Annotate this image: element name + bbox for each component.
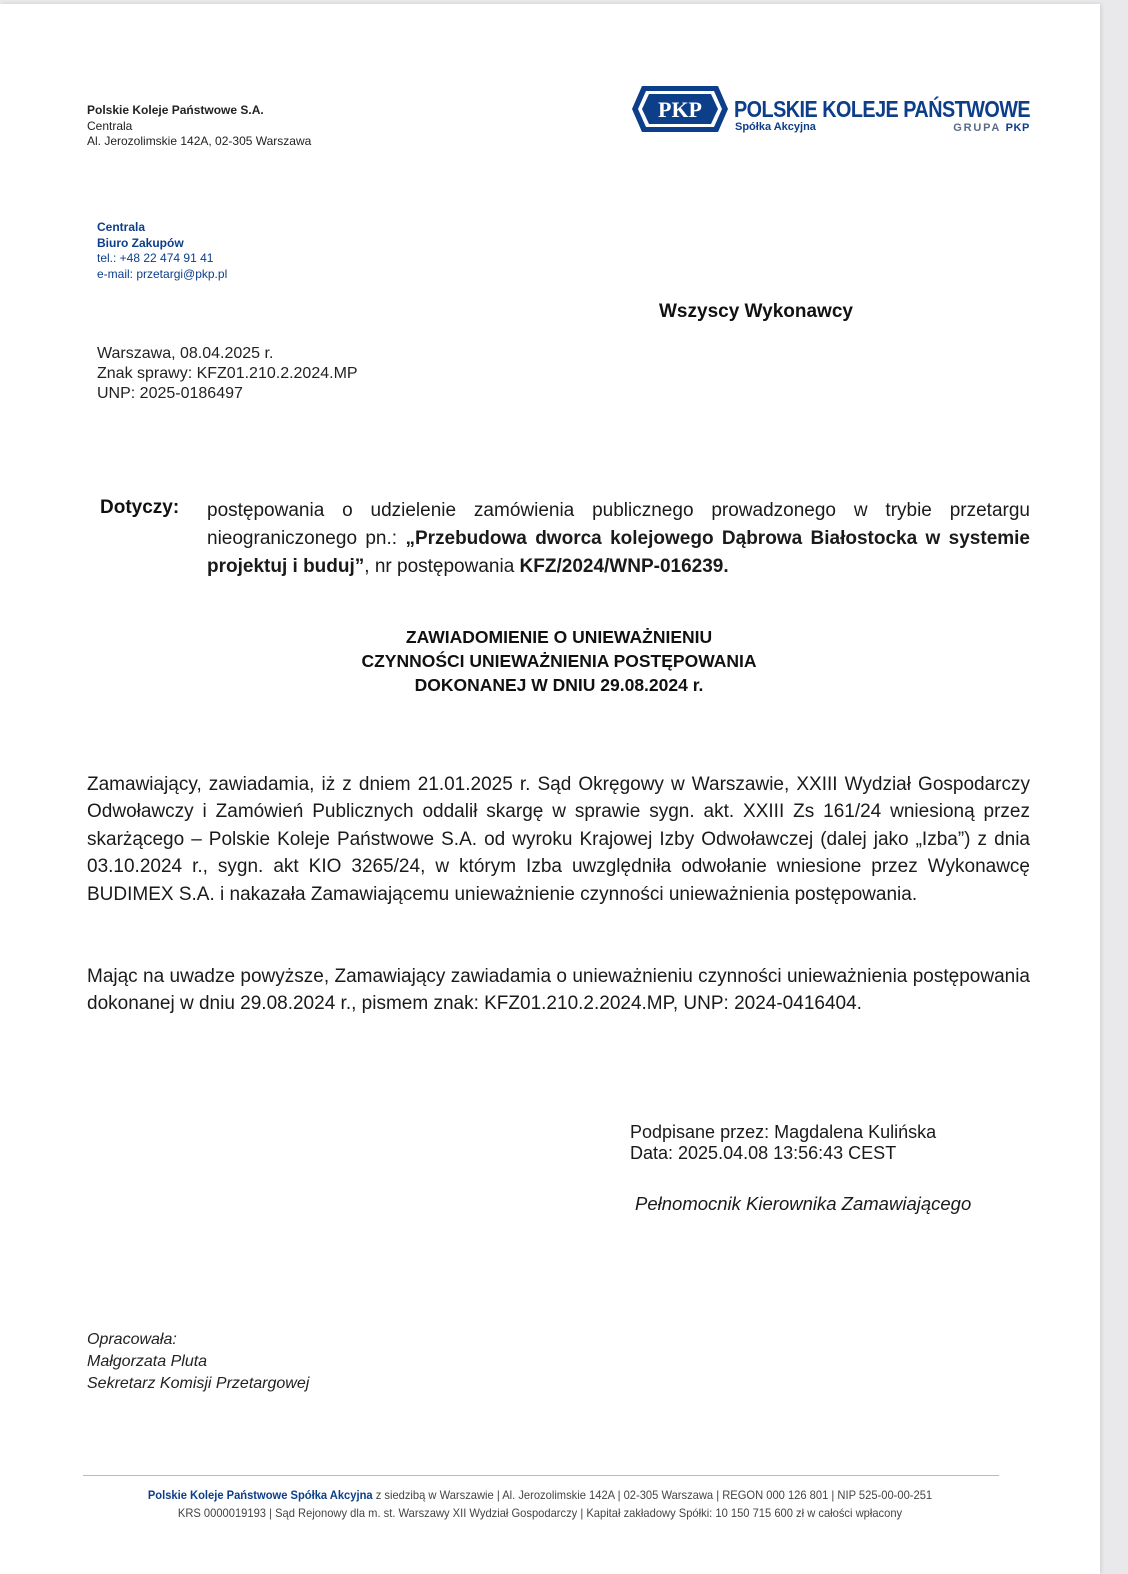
office-name: Centrala <box>97 220 146 234</box>
signature-block <box>630 1122 936 1164</box>
body-paragraph-2: Mając na uwadze powyższe, Zamawiający zawiadamia o unieważnieniu czynności unieważnienia postępowania dokonanej w dniu 29.08.2024 r., pismem znak: KFZ01.210.2.2024.MP, UNP: 2024-0416404. <box>87 966 1030 1015</box>
sender-name: Polskie Koleje Państwowe S.A. <box>87 103 264 117</box>
prepared-by-role: Sekretarz Komisji Przetargowej <box>87 1375 310 1392</box>
prepared-by-label: Opracowała: <box>87 1331 177 1348</box>
document-page <box>0 4 1100 1574</box>
subject-title: „Przebudowa dworca kolejowego Dąbrowa Białostocka w systemie projektuj i buduj” <box>207 528 1031 577</box>
footer-divider <box>83 1475 999 1476</box>
case-number: Znak sprawy: KFZ01.210.2.2024.MP <box>97 365 358 382</box>
heading-line-1: ZAWIADOMIENIE O UNIEWAŻNIENIU <box>405 627 713 647</box>
pkp-logo <box>630 84 1032 138</box>
notice-heading <box>220 625 898 697</box>
sender-unit: Centrala <box>87 118 133 133</box>
signed-by: Podpisane przez: Magdalena Kulińska <box>630 1122 937 1142</box>
footer <box>94 1486 987 1522</box>
footer-line-2: KRS 0000019193 | Sąd Rejonowy dla m. st. Warszawy XII Wydział Gospodarczy | Kapitał zakładowy Spółki: 10 150 715 600 zł w całości wpłacony <box>177 1506 903 1520</box>
subject-text: postępowania o udzielenie zamówienia publicznego prowadzonego w trybie przetargu nieograniczonego pn.: „Przebudowa dworca kolejowego Dąbrowa Białostocka w systemie projektuj i buduj”, nr postępowania KFZ/2024/WNP-016239. <box>207 500 1031 577</box>
signature-date: Data: 2025.04.08 13:56:43 CEST <box>630 1143 897 1163</box>
heading-line-3: DOKONANEJ W DNIU 29.08.2024 r. <box>414 675 704 695</box>
office-block <box>97 220 227 282</box>
unp-number: UNP: 2025-0186497 <box>97 385 243 402</box>
pkp-logo-mark-icon <box>630 84 730 138</box>
signer-role: Pełnomocnik Kierownika Zamawiającego <box>635 1193 972 1214</box>
logo-group-label: GRUPA PKP <box>953 122 1030 134</box>
office-department: Biuro Zakupów <box>97 235 184 250</box>
prepared-by-name: Małgorzata Pluta <box>87 1353 208 1370</box>
heading-line-2: CZYNNOŚCI UNIEWAŻNIENIA POSTĘPOWANIA <box>361 651 757 671</box>
prepared-by-block <box>87 1329 309 1395</box>
letter-meta <box>97 344 358 404</box>
body-paragraph-1: Zamawiający, zawiadamia, iż z dniem 21.01.2025 r. Sąd Okręgowy w Warszawie, XXIII Wydział Gospodarczy Odwoławczy i Zamówień Publicznych oddalił skargę w sprawie sygn. akt. XXIII Zs 161/24 wniesioną przez skarżącego – Polskie Koleje Państwowe S.A. od wyroku Krajowej Izby Odwoławczej (dalej jako „Izba”) z dnia 03.10.2024 r., sygn. akt KIO 3265/24, w którym Izba uwzględniła odwołanie wniesione przez Wykonawcę BUDIMEX S.A. i nakazała Zamawiającemu unieważnienie czynności unieważnienia postępowania. <box>87 774 1030 905</box>
sender-address: Al. Jerozolimskie 142A, 02-305 Warszawa <box>87 134 312 148</box>
recipient: Wszyscy Wykonawcy <box>659 301 853 322</box>
office-phone: tel.: +48 22 474 91 41 <box>97 251 214 265</box>
subject-label: Dotyczy: <box>100 497 180 518</box>
logo-company-form: Spółka Akcyjna <box>735 121 816 133</box>
subject-number: KFZ/2024/WNP-016239. <box>519 556 729 577</box>
footer-line-1: Polskie Koleje Państwowe Spółka Akcyjna z siedzibą w Warszawie | Al. Jerozolimskie 142A | 02-305 Warszawa | REGON 000 126 801 | NIP 525-00-00-251 <box>147 1488 933 1502</box>
svg-text:PKP: PKP <box>658 97 702 122</box>
sender-block <box>87 103 311 150</box>
letter-date: Warszawa, 08.04.2025 r. <box>97 345 274 362</box>
office-email: e-mail: przetargi@pkp.pl <box>97 266 228 281</box>
logo-company-name: POLSKIE KOLEJE PAŃSTWOWE <box>734 96 1031 122</box>
